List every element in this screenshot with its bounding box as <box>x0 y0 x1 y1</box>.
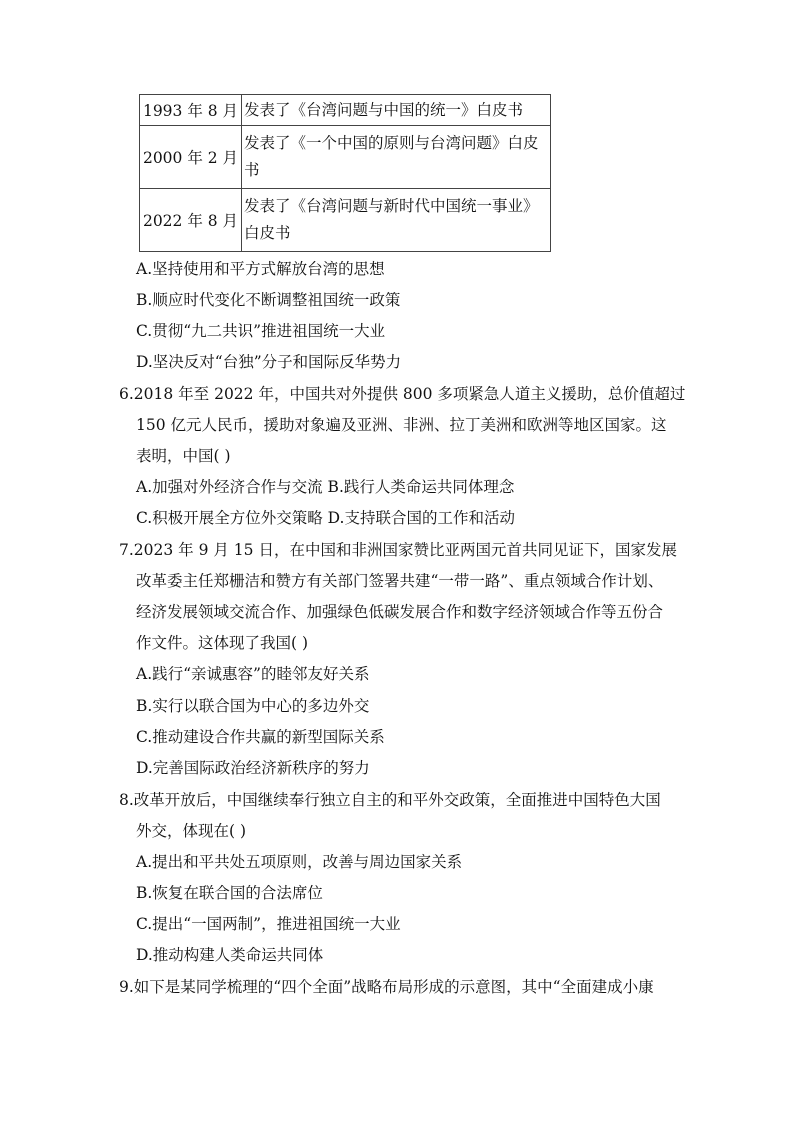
q8-option-d: D.推动构建人类命运共同体 <box>136 946 324 964</box>
q7-stem-line: 7.2023 年 9 月 15 日，在中国和非洲国家赞比亚两国元首共同见证下，国家发展 <box>119 541 677 559</box>
table-date-cell: 2000 年 2 月 <box>140 126 242 189</box>
q6-stem-line: 6.2018 年至 2022 年，中国共对外提供 800 多项紧急人道主义援助，总价值超过 <box>119 385 686 403</box>
q5-option-a: A.坚持使用和平方式解放台湾的思想 <box>136 260 385 278</box>
q7-option-a: A.践行“亲诚惠容”的睦邻友好关系 <box>136 665 370 683</box>
q6-stem-line: 150 亿元人民币，援助对象遍及亚洲、非洲、拉丁美洲和欧洲等地区国家。这 <box>136 416 667 434</box>
q7-stem-line: 经济发展领域交流合作、加强绿色低碳发展合作和数字经济领域合作等五份合 <box>136 603 664 621</box>
table-desc-cell: 发表了《一个中国的原则与台湾问题》白皮 书 <box>242 126 551 189</box>
q8-option-b: B.恢复在联合国的合法席位 <box>136 884 323 902</box>
q5-option-d: D.坚决反对“台独”分子和国际反华势力 <box>136 353 402 371</box>
q7-option-b: B.实行以联合国为中心的多边外交 <box>136 697 370 715</box>
table-date-cell: 1993 年 8 月 <box>140 95 242 126</box>
q8-option-a: A.提出和平共处五项原则，改善与周边国家关系 <box>136 853 463 871</box>
q9-stem-line: 9.如下是某同学梳理的“四个全面”战略布局形成的示意图，其中“全面建成小康 <box>119 978 654 996</box>
q7-stem-line: 改革委主任郑栅洁和赞方有关部门签署共建“一带一路”、重点领域合作计划、 <box>136 572 664 590</box>
q6-options-ab: A.加强对外经济合作与交流 B.践行人类命运共同体理念 <box>136 478 515 496</box>
whitepaper-table <box>139 94 551 252</box>
q6-options-cd: C.积极开展全方位外交策略 D.支持联合国的工作和活动 <box>136 509 515 527</box>
table-desc-cell: 发表了《台湾问题与新时代中国统一事业》 白皮书 <box>242 189 551 252</box>
q8-stem-line: 8.改革开放后，中国继续奉行独立自主的和平外交政策，全面推进中国特色大国 <box>119 791 661 809</box>
table-row <box>140 126 551 189</box>
table-desc-cell: 发表了《台湾问题与中国的统一》白皮书 <box>242 95 551 126</box>
q7-stem-line: 作文件。这体现了我国( ) <box>136 634 309 652</box>
q6-stem-line: 表明，中国( ) <box>136 447 231 465</box>
q5-option-b: B.顺应时代变化不断调整祖国统一政策 <box>136 291 401 309</box>
q8-stem-line: 外交，体现在( ) <box>136 822 247 840</box>
q8-option-c: C.提出“一国两制”，推进祖国统一大业 <box>136 915 401 933</box>
q7-option-c: C.推动建设合作共赢的新型国际关系 <box>136 728 385 746</box>
table-row <box>140 189 551 252</box>
q5-option-c: C.贯彻“九二共识”推进祖国统一大业 <box>136 322 386 340</box>
q7-option-d: D.完善国际政治经济新秩序的努力 <box>136 759 370 777</box>
table-row <box>140 95 551 126</box>
table-date-cell: 2022 年 8 月 <box>140 189 242 252</box>
